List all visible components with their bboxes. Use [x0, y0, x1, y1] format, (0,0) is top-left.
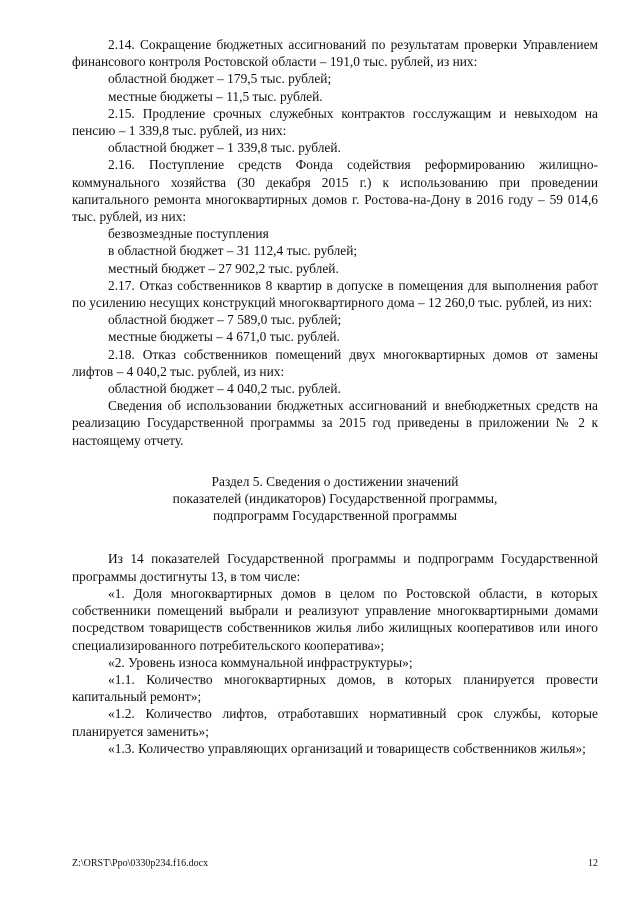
document-body [72, 36, 598, 757]
page-footer [72, 858, 598, 869]
section-heading-line: Раздел 5. Сведения о достижении значений [211, 473, 459, 489]
paragraph: «2. Уровень износа коммунальной инфраструктуры»; [108, 654, 413, 670]
paragraph: 2.14. Сокращение бюджетных ассигнований по результатам проверки Управлением финансового контроля Ростовской области – 191,0 тыс. рублей, из них: [72, 37, 598, 70]
paragraph: Сведения об использовании бюджетных ассигнований и внебюджетных средств на реализацию Государственной программы за 2015 год приведены в приложении № 2 к настоящему отчету. [72, 398, 598, 448]
paragraph: местные бюджеты – 11,5 тыс. рублей. [108, 88, 323, 104]
paragraph: 2.16. Поступление средств Фонда содействия реформированию жилищно-коммунального хозяйства (30 декабря 2015 г.) к использованию при проведении капитального ремонта многоквартирных домов г. Ростова-на-Дону в 2016 году – 59 014,6 тыс. рублей, из них: [72, 157, 598, 225]
paragraph: областной бюджет – 1 339,8 тыс. рублей. [108, 140, 341, 156]
paragraph: безвозмездные поступления [108, 226, 269, 242]
paragraph: «1.2. Количество лифтов, отработавших нормативный срок службы, которые планируется заменить»; [72, 706, 598, 739]
paragraph: 2.15. Продление срочных служебных контрактов госслужащим и невыходом на пенсию – 1 339,8 тыс. рублей, из них: [72, 105, 598, 139]
paragraph: 2.18. Отказ собственников помещений двух многоквартирных домов от замены лифтов – 4 040,2 тыс. рублей, из них: [72, 346, 598, 379]
paragraph: местный бюджет – 27 902,2 тыс. рублей. [108, 260, 339, 276]
section-heading [72, 473, 598, 525]
paragraph: местные бюджеты – 4 671,0 тыс. рублей. [108, 329, 340, 345]
section-heading-line: показателей (индикаторов) Государственной программы, [172, 491, 498, 507]
paragraph: Из 14 показателей Государственной программы и подпрограмм Государственной программы достигнуты 13, в том числе: [72, 551, 598, 584]
paragraph: «1.1. Количество многоквартирных домов, в которых планируется провести капитальный ремонт»; [72, 671, 598, 705]
paragraph: областной бюджет – 179,5 тыс. рублей; [108, 71, 332, 87]
page-number: 12 [588, 858, 598, 869]
paragraph: «1.3. Количество управляющих организаций и товариществ собственников жилья»; [108, 740, 586, 756]
paragraph: областной бюджет – 4 040,2 тыс. рублей. [108, 381, 341, 397]
footer-file-path: Z:\ORST\Ppo\0330p234.f16.docx [72, 858, 209, 869]
paragraph: 2.17. Отказ собственников 8 квартир в допуске в помещения для выполнения работ по усилению несущих конструкций многоквартирного дома – 12 260,0 тыс. рублей, из них: [72, 277, 598, 311]
paragraph: «1. Доля многоквартирных домов в целом по Ростовской области, в которых собственники помещений выбрали и реализуют управление многоквартирными домами посредством товариществ собственников жилья либо жилищных кооперативов или иного специализированного потребительского кооператива»; [72, 585, 598, 653]
paragraph: областной бюджет – 7 589,0 тыс. рублей; [108, 312, 342, 328]
section-heading-line: подпрограмм Государственной программы [212, 508, 458, 524]
paragraph: в областной бюджет – 31 112,4 тыс. рублей; [108, 243, 358, 259]
